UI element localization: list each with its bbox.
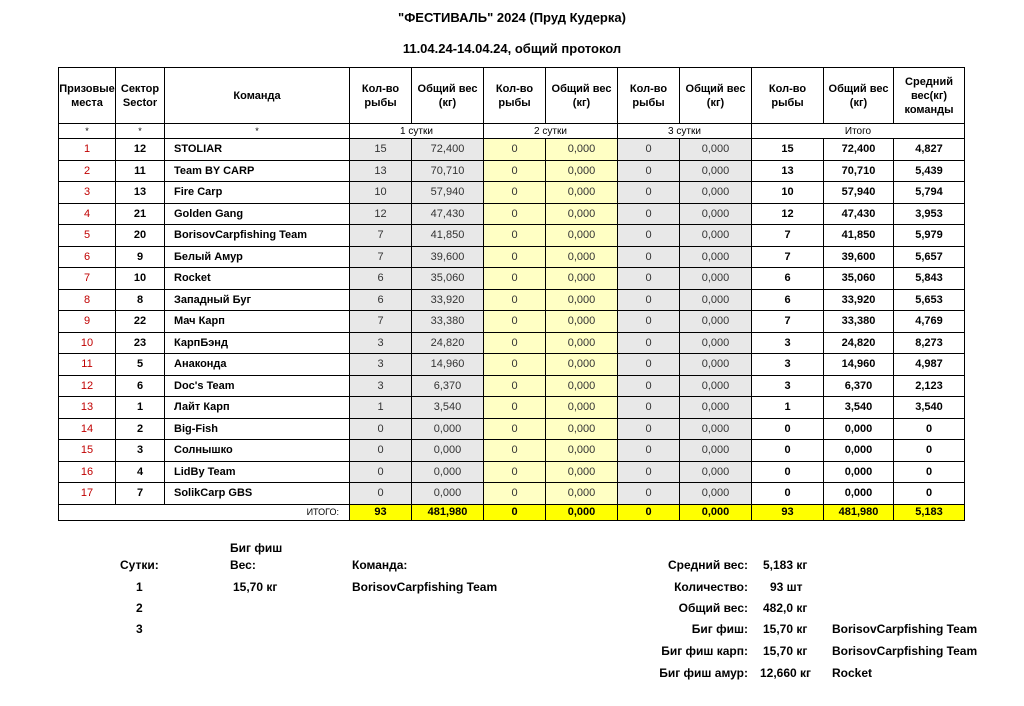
cell-team: Big-Fish (165, 418, 350, 440)
cell-day3-weight: 0,000 (680, 203, 752, 225)
cell-day2-weight: 0,000 (546, 354, 618, 376)
cell-team: Белый Амур (165, 246, 350, 268)
cell-day1-count: 6 (350, 268, 412, 290)
cell-total-count: 6 (752, 289, 824, 311)
cell-day3-weight: 0,000 (680, 225, 752, 247)
cell-day3-count: 0 (618, 332, 680, 354)
cell-day1-count: 7 (350, 246, 412, 268)
cell-day1-weight: 70,710 (412, 160, 484, 182)
cell-day2-weight: 0,000 (546, 440, 618, 462)
cell-sector: 13 (116, 182, 165, 204)
cell-day3-weight: 0,000 (680, 182, 752, 204)
cell-day3-count: 0 (618, 483, 680, 505)
subheader-star: * (165, 124, 350, 139)
table-row (59, 160, 965, 182)
table-row (59, 311, 965, 333)
cell-avg-weight: 4,987 (894, 354, 965, 376)
cell-day1-weight: 47,430 (412, 203, 484, 225)
table-row (59, 354, 965, 376)
cell-total-weight: 0,000 (824, 440, 894, 462)
cell-total-count: 7 (752, 225, 824, 247)
cell-day3-weight: 0,000 (680, 375, 752, 397)
cell-sector: 3 (116, 440, 165, 462)
summary-value: 15,70 кг (763, 644, 808, 658)
cell-day3-weight: 0,000 (680, 139, 752, 161)
cell-sector: 5 (116, 354, 165, 376)
cell-avg-weight: 4,827 (894, 139, 965, 161)
cell-day3-weight: 0,000 (680, 440, 752, 462)
cell-day1-weight: 0,000 (412, 461, 484, 483)
cell-day2-count: 0 (484, 461, 546, 483)
cell-day2-weight: 0,000 (546, 246, 618, 268)
cell-day2-count: 0 (484, 268, 546, 290)
cell-sector: 12 (116, 139, 165, 161)
header-day1-count: Кол-во рыбы (350, 68, 412, 124)
subheader-star: * (59, 124, 116, 139)
cell-day2-count: 0 (484, 182, 546, 204)
cell-day2-count: 0 (484, 203, 546, 225)
totals-row (59, 504, 965, 520)
cell-day1-weight: 35,060 (412, 268, 484, 290)
cell-total-weight: 39,600 (824, 246, 894, 268)
cell-day2-count: 0 (484, 311, 546, 333)
cell-sector: 10 (116, 268, 165, 290)
cell-team: Rocket (165, 268, 350, 290)
cell-place: 8 (59, 289, 116, 311)
table-row (59, 139, 965, 161)
total-day2-count: 0 (484, 504, 546, 520)
cell-day2-weight: 0,000 (546, 375, 618, 397)
cell-team: Doc's Team (165, 375, 350, 397)
cell-team: Мач Карп (165, 311, 350, 333)
summary-label: Биг фиш карп: (661, 644, 748, 658)
bigfish-label-line2: Вес: (230, 558, 256, 572)
cell-day3-count: 0 (618, 246, 680, 268)
table-row (59, 268, 965, 290)
cell-avg-weight: 5,979 (894, 225, 965, 247)
total-day1-count: 93 (350, 504, 412, 520)
cell-total-count: 0 (752, 440, 824, 462)
cell-avg-weight: 0 (894, 440, 965, 462)
cell-team: LidBy Team (165, 461, 350, 483)
cell-day2-weight: 0,000 (546, 311, 618, 333)
cell-sector: 7 (116, 483, 165, 505)
cell-day3-weight: 0,000 (680, 311, 752, 333)
cell-day3-count: 0 (618, 203, 680, 225)
cell-total-weight: 0,000 (824, 418, 894, 440)
total-weight: 481,980 (824, 504, 894, 520)
header-day2-count: Кол-во рыбы (484, 68, 546, 124)
cell-day2-count: 0 (484, 375, 546, 397)
cell-day3-weight: 0,000 (680, 332, 752, 354)
cell-day2-count: 0 (484, 160, 546, 182)
cell-day3-weight: 0,000 (680, 483, 752, 505)
cell-day2-count: 0 (484, 354, 546, 376)
cell-sector: 11 (116, 160, 165, 182)
cell-day1-weight: 57,940 (412, 182, 484, 204)
cell-day1-weight: 39,600 (412, 246, 484, 268)
cell-day2-count: 0 (484, 332, 546, 354)
cell-day3-count: 0 (618, 440, 680, 462)
cell-day2-weight: 0,000 (546, 182, 618, 204)
cell-place: 3 (59, 182, 116, 204)
cell-avg-weight: 0 (894, 418, 965, 440)
header-row (59, 68, 965, 124)
cell-total-weight: 6,370 (824, 375, 894, 397)
cell-total-weight: 57,940 (824, 182, 894, 204)
cell-day3-count: 0 (618, 139, 680, 161)
cell-day1-weight: 41,850 (412, 225, 484, 247)
summary-team: BorisovCarpfishing Team (832, 644, 978, 658)
cell-day2-weight: 0,000 (546, 139, 618, 161)
cell-total-weight: 33,920 (824, 289, 894, 311)
cell-day1-weight: 6,370 (412, 375, 484, 397)
cell-avg-weight: 2,123 (894, 375, 965, 397)
cell-total-count: 15 (752, 139, 824, 161)
cell-day3-count: 0 (618, 461, 680, 483)
cell-total-count: 13 (752, 160, 824, 182)
cell-total-count: 3 (752, 332, 824, 354)
table-row (59, 375, 965, 397)
cell-day3-count: 0 (618, 225, 680, 247)
cell-day2-count: 0 (484, 483, 546, 505)
bigfish-day: 1 (136, 580, 143, 594)
cell-place: 11 (59, 354, 116, 376)
cell-sector: 2 (116, 418, 165, 440)
cell-day3-weight: 0,000 (680, 160, 752, 182)
cell-avg-weight: 5,439 (894, 160, 965, 182)
cell-day2-weight: 0,000 (546, 289, 618, 311)
cell-day1-count: 3 (350, 375, 412, 397)
cell-day2-weight: 0,000 (546, 483, 618, 505)
cell-day2-count: 0 (484, 225, 546, 247)
table-row (59, 203, 965, 225)
cell-team: Лайт Карп (165, 397, 350, 419)
cell-day2-count: 0 (484, 139, 546, 161)
cell-day1-count: 13 (350, 160, 412, 182)
cell-day3-weight: 0,000 (680, 461, 752, 483)
cell-team: STOLIAR (165, 139, 350, 161)
cell-place: 6 (59, 246, 116, 268)
table-row (59, 397, 965, 419)
cell-place: 1 (59, 139, 116, 161)
cell-day1-count: 10 (350, 182, 412, 204)
summary-label: Количество: (674, 580, 748, 594)
cell-total-weight: 33,380 (824, 311, 894, 333)
cell-day1-count: 6 (350, 289, 412, 311)
cell-day2-weight: 0,000 (546, 461, 618, 483)
cell-day1-count: 1 (350, 397, 412, 419)
cell-day3-count: 0 (618, 268, 680, 290)
header-avg: Средний вес(кг) команды (894, 68, 965, 124)
summary-team: BorisovCarpfishing Team (832, 622, 978, 636)
subheader-day2: 2 сутки (484, 124, 618, 139)
cell-day3-weight: 0,000 (680, 418, 752, 440)
cell-total-count: 0 (752, 418, 824, 440)
cell-day1-count: 0 (350, 440, 412, 462)
header-day3-weight: Общий вес (кг) (680, 68, 752, 124)
header-team: Команда (165, 68, 350, 124)
cell-sector: 4 (116, 461, 165, 483)
bigfish-team: BorisovCarpfishing Team (352, 580, 498, 594)
cell-total-weight: 35,060 (824, 268, 894, 290)
cell-day3-count: 0 (618, 418, 680, 440)
subheader-row (59, 124, 965, 139)
protocol-table (58, 67, 965, 521)
total-day1-weight: 481,980 (412, 504, 484, 520)
cell-team: КарпБэнд (165, 332, 350, 354)
table-row (59, 225, 965, 247)
cell-sector: 1 (116, 397, 165, 419)
document-title: "ФЕСТИВАЛЬ" 2024 (Пруд Кудерка) (398, 10, 626, 25)
cell-day1-count: 7 (350, 225, 412, 247)
summary-value: 12,660 кг (760, 666, 812, 680)
cell-day1-count: 0 (350, 483, 412, 505)
cell-team: Golden Gang (165, 203, 350, 225)
subheader-star: * (116, 124, 165, 139)
cell-day3-count: 0 (618, 354, 680, 376)
cell-total-count: 3 (752, 354, 824, 376)
subheader-day3: 3 сутки (618, 124, 752, 139)
cell-day2-count: 0 (484, 397, 546, 419)
cell-day1-weight: 3,540 (412, 397, 484, 419)
cell-day1-count: 7 (350, 311, 412, 333)
cell-place: 9 (59, 311, 116, 333)
cell-total-count: 0 (752, 483, 824, 505)
cell-day1-weight: 24,820 (412, 332, 484, 354)
cell-team: Солнышко (165, 440, 350, 462)
summary-label: Биг фиш: (691, 622, 748, 636)
cell-day3-count: 0 (618, 182, 680, 204)
cell-place: 17 (59, 483, 116, 505)
cell-sector: 21 (116, 203, 165, 225)
cell-team: Fire Carp (165, 182, 350, 204)
cell-place: 16 (59, 461, 116, 483)
header-place: Призовые места (59, 68, 116, 124)
cell-day1-count: 0 (350, 461, 412, 483)
cell-place: 10 (59, 332, 116, 354)
cell-day2-count: 0 (484, 418, 546, 440)
total-count: 93 (752, 504, 824, 520)
header-day2-weight: Общий вес (кг) (546, 68, 618, 124)
cell-total-weight: 0,000 (824, 461, 894, 483)
cell-place: 4 (59, 203, 116, 225)
cell-place: 7 (59, 268, 116, 290)
summary-team: Rocket (832, 666, 873, 680)
cell-day2-weight: 0,000 (546, 418, 618, 440)
cell-sector: 6 (116, 375, 165, 397)
cell-team: Team BY CARP (165, 160, 350, 182)
cell-sector: 22 (116, 311, 165, 333)
cell-total-count: 7 (752, 246, 824, 268)
summary-label: Общий вес: (678, 601, 748, 615)
cell-total-weight: 14,960 (824, 354, 894, 376)
cell-total-count: 10 (752, 182, 824, 204)
cell-sector: 8 (116, 289, 165, 311)
cell-day3-weight: 0,000 (680, 268, 752, 290)
table-row (59, 289, 965, 311)
total-day2-weight: 0,000 (546, 504, 618, 520)
cell-team: Западный Буг (165, 289, 350, 311)
cell-place: 15 (59, 440, 116, 462)
cell-day3-count: 0 (618, 289, 680, 311)
cell-total-count: 0 (752, 461, 824, 483)
cell-day2-weight: 0,000 (546, 332, 618, 354)
cell-avg-weight: 8,273 (894, 332, 965, 354)
header-total-count: Кол-во рыбы (752, 68, 824, 124)
table-row (59, 440, 965, 462)
cell-team: SolikCarp GBS (165, 483, 350, 505)
cell-day3-count: 0 (618, 160, 680, 182)
cell-day3-count: 0 (618, 311, 680, 333)
cell-place: 12 (59, 375, 116, 397)
cell-total-count: 7 (752, 311, 824, 333)
cell-day1-count: 3 (350, 332, 412, 354)
summary-label: Биг фиш амур: (659, 666, 748, 680)
cell-avg-weight: 5,657 (894, 246, 965, 268)
cell-total-count: 1 (752, 397, 824, 419)
cell-day1-count: 3 (350, 354, 412, 376)
table-row (59, 246, 965, 268)
bigfish-day: 3 (136, 622, 143, 636)
cell-day1-weight: 0,000 (412, 440, 484, 462)
bigfish-team-label: Команда: (352, 558, 408, 572)
cell-avg-weight: 4,769 (894, 311, 965, 333)
cell-day1-weight: 14,960 (412, 354, 484, 376)
cell-day1-weight: 72,400 (412, 139, 484, 161)
cell-day2-count: 0 (484, 246, 546, 268)
cell-day1-weight: 33,380 (412, 311, 484, 333)
cell-avg-weight: 3,953 (894, 203, 965, 225)
cell-total-count: 3 (752, 375, 824, 397)
summary-value: 482,0 кг (763, 601, 808, 615)
summary-value: 5,183 кг (763, 558, 808, 572)
cell-total-count: 12 (752, 203, 824, 225)
header-sector: Сектор Sector (116, 68, 165, 124)
table-row (59, 182, 965, 204)
table-row (59, 332, 965, 354)
cell-total-weight: 72,400 (824, 139, 894, 161)
table-row (59, 461, 965, 483)
bigfish-day: 2 (136, 601, 143, 615)
cell-day1-count: 15 (350, 139, 412, 161)
cell-day2-weight: 0,000 (546, 268, 618, 290)
subheader-day1: 1 сутки (350, 124, 484, 139)
bigfish-day-label: Сутки: (120, 558, 159, 572)
cell-avg-weight: 0 (894, 461, 965, 483)
cell-day3-count: 0 (618, 397, 680, 419)
cell-day2-weight: 0,000 (546, 397, 618, 419)
cell-avg-weight: 5,653 (894, 289, 965, 311)
cell-total-weight: 24,820 (824, 332, 894, 354)
cell-day1-count: 12 (350, 203, 412, 225)
total-day3-count: 0 (618, 504, 680, 520)
cell-day3-count: 0 (618, 375, 680, 397)
cell-sector: 9 (116, 246, 165, 268)
summary-label: Средний вес: (667, 558, 748, 572)
protocol-body (59, 139, 965, 505)
cell-avg-weight: 0 (894, 483, 965, 505)
cell-day3-weight: 0,000 (680, 397, 752, 419)
cell-day2-weight: 0,000 (546, 160, 618, 182)
subheader-total: Итого (752, 124, 965, 139)
cell-sector: 20 (116, 225, 165, 247)
cell-total-weight: 70,710 (824, 160, 894, 182)
cell-day2-count: 0 (484, 440, 546, 462)
total-avg: 5,183 (894, 504, 965, 520)
cell-day1-weight: 0,000 (412, 418, 484, 440)
cell-avg-weight: 5,794 (894, 182, 965, 204)
document-subtitle: 11.04.24-14.04.24, общий протокол (402, 41, 622, 56)
cell-place: 13 (59, 397, 116, 419)
summary-value: 93 шт (770, 580, 803, 594)
cell-day1-weight: 0,000 (412, 483, 484, 505)
cell-total-weight: 47,430 (824, 203, 894, 225)
cell-place: 5 (59, 225, 116, 247)
total-day3-weight: 0,000 (680, 504, 752, 520)
cell-day3-weight: 0,000 (680, 246, 752, 268)
cell-day2-weight: 0,000 (546, 203, 618, 225)
cell-team: Анаконда (165, 354, 350, 376)
header-day3-count: Кол-во рыбы (618, 68, 680, 124)
cell-team: BorisovCarpfishing Team (165, 225, 350, 247)
bigfish-weight: 15,70 кг (233, 580, 278, 594)
summary-value: 15,70 кг (763, 622, 808, 636)
cell-total-count: 6 (752, 268, 824, 290)
cell-day3-weight: 0,000 (680, 289, 752, 311)
cell-total-weight: 41,850 (824, 225, 894, 247)
table-row (59, 418, 965, 440)
cell-place: 14 (59, 418, 116, 440)
cell-day1-count: 0 (350, 418, 412, 440)
header-total-weight: Общий вес (кг) (824, 68, 894, 124)
cell-avg-weight: 5,843 (894, 268, 965, 290)
cell-place: 2 (59, 160, 116, 182)
totals-label: ИТОГО: (59, 504, 350, 520)
cell-total-weight: 3,540 (824, 397, 894, 419)
cell-avg-weight: 3,540 (894, 397, 965, 419)
header-day1-weight: Общий вес (кг) (412, 68, 484, 124)
cell-sector: 23 (116, 332, 165, 354)
cell-day1-weight: 33,920 (412, 289, 484, 311)
bigfish-label-line1: Биг фиш (230, 541, 283, 555)
cell-day2-count: 0 (484, 289, 546, 311)
cell-day3-weight: 0,000 (680, 354, 752, 376)
cell-day2-weight: 0,000 (546, 225, 618, 247)
cell-total-weight: 0,000 (824, 483, 894, 505)
table-row (59, 483, 965, 505)
